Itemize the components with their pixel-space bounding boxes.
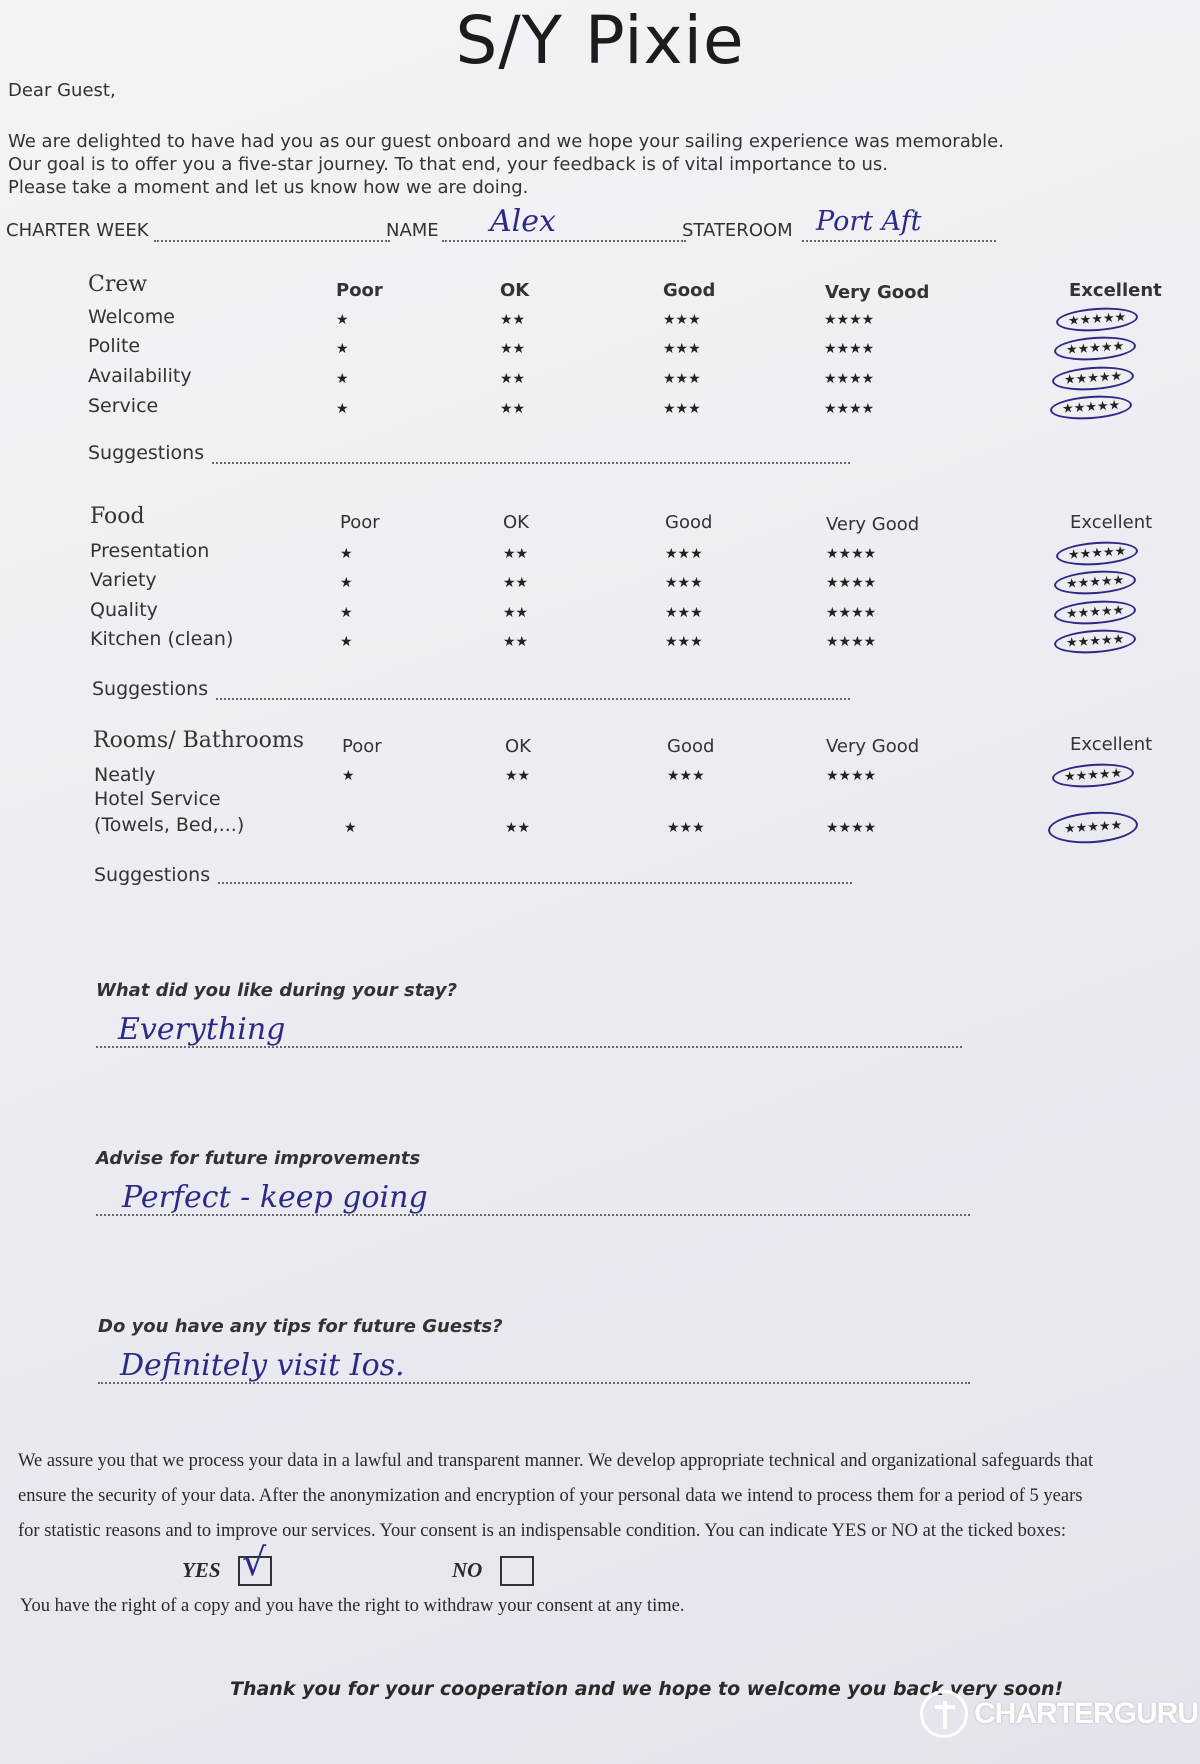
stateroom-field[interactable] bbox=[802, 240, 996, 242]
rating-ok[interactable]: ★★ bbox=[503, 546, 529, 562]
intro-line: Please take a moment and let us know how we are doing. bbox=[8, 177, 529, 198]
rating-excellent-selected[interactable]: ★★★★★ bbox=[1049, 393, 1133, 422]
answer-text: Perfect - keep going bbox=[122, 1180, 428, 1215]
rating-ok[interactable]: ★★ bbox=[500, 371, 526, 387]
answer-text: Definitely visit Ios. bbox=[120, 1348, 405, 1383]
row-label: Service bbox=[88, 395, 159, 417]
rating-very-good[interactable]: ★★★★ bbox=[826, 820, 877, 836]
suggestions-field[interactable] bbox=[216, 698, 850, 700]
rating-ok[interactable]: ★★ bbox=[500, 341, 526, 357]
watermark bbox=[920, 1690, 1198, 1738]
rating-good[interactable]: ★★★ bbox=[665, 546, 703, 562]
greeting: Dear Guest, bbox=[8, 80, 116, 101]
suggestions-label: Suggestions bbox=[88, 442, 205, 464]
intro-line: Our goal is to offer you a five-star journey. To that end, your feedback is of vital importance to us. bbox=[8, 154, 889, 175]
thank-you-text: Thank you for your cooperation and we hope to welcome you back very soon! bbox=[230, 1678, 1064, 1700]
rating-excellent-selected[interactable]: ★★★★★ bbox=[1055, 539, 1139, 568]
rating-ok[interactable]: ★★ bbox=[503, 575, 529, 591]
row-label: Variety bbox=[90, 569, 157, 591]
stateroom-value: Port Aft bbox=[816, 206, 922, 237]
col-ok: OK bbox=[503, 512, 529, 533]
rating-very-good[interactable]: ★★★★ bbox=[826, 768, 877, 784]
rating-very-good[interactable]: ★★★★ bbox=[824, 401, 875, 417]
rating-poor[interactable]: ★ bbox=[344, 820, 357, 836]
rating-very-good[interactable]: ★★★★ bbox=[826, 546, 877, 562]
row-label: Kitchen (clean) bbox=[90, 628, 234, 650]
section-title: Rooms/ Bathrooms bbox=[93, 728, 305, 753]
rating-excellent-selected[interactable]: ★★★★★ bbox=[1055, 305, 1139, 334]
rating-poor[interactable]: ★ bbox=[336, 401, 349, 417]
rating-ok[interactable]: ★★ bbox=[505, 820, 531, 836]
no-checkbox[interactable] bbox=[500, 1556, 534, 1586]
rating-good[interactable]: ★★★ bbox=[667, 820, 705, 836]
col-poor: Poor bbox=[336, 280, 383, 301]
rights-text: You have the right of a copy and you have the right to withdraw your consent at any time. bbox=[20, 1596, 685, 1616]
stateroom-label: STATEROOM bbox=[682, 220, 793, 241]
rating-poor[interactable]: ★ bbox=[336, 341, 349, 357]
privacy-line: ensure the security of your data. After the anonymization and encryption of your personal data we intend to process them for a period of 5 years bbox=[18, 1486, 1083, 1506]
rating-good[interactable]: ★★★ bbox=[663, 341, 701, 357]
col-very-good: Very Good bbox=[826, 736, 920, 757]
watermark-text: CHARTERGURU bbox=[974, 1697, 1198, 1730]
name-value: Alex bbox=[490, 204, 556, 239]
rating-good[interactable]: ★★★ bbox=[665, 575, 703, 591]
suggestions-label: Suggestions bbox=[92, 678, 209, 700]
question-label: Do you have any tips for future Guests? bbox=[98, 1316, 503, 1337]
col-good: Good bbox=[667, 736, 715, 757]
col-very-good: Very Good bbox=[825, 282, 930, 303]
name-field[interactable] bbox=[442, 240, 686, 242]
row-label: Presentation bbox=[90, 540, 210, 562]
col-poor: Poor bbox=[342, 736, 382, 757]
no-label: NO bbox=[452, 1558, 483, 1582]
rating-good[interactable]: ★★★ bbox=[665, 634, 703, 650]
col-ok: OK bbox=[505, 736, 531, 757]
rating-poor[interactable]: ★ bbox=[342, 768, 355, 784]
section-title: Food bbox=[90, 504, 145, 529]
rating-excellent-selected[interactable]: ★★★★★ bbox=[1053, 598, 1137, 627]
rating-ok[interactable]: ★★ bbox=[500, 401, 526, 417]
rating-excellent-selected[interactable]: ★★★★★ bbox=[1053, 627, 1137, 656]
answer-text: Everything bbox=[118, 1012, 286, 1047]
rating-good[interactable]: ★★★ bbox=[663, 401, 701, 417]
rating-ok[interactable]: ★★ bbox=[500, 312, 526, 328]
rating-good[interactable]: ★★★ bbox=[665, 605, 703, 621]
guest-info-row bbox=[6, 204, 996, 244]
rating-excellent-selected[interactable]: ★★★★★ bbox=[1047, 809, 1139, 846]
rating-good[interactable]: ★★★ bbox=[663, 371, 701, 387]
question-label: Advise for future improvements bbox=[96, 1148, 421, 1169]
yes-label: YES bbox=[182, 1558, 221, 1582]
rating-ok[interactable]: ★★ bbox=[503, 634, 529, 650]
row-label: Quality bbox=[90, 599, 158, 621]
col-excellent: Excellent bbox=[1070, 734, 1153, 755]
rating-poor[interactable]: ★ bbox=[336, 371, 349, 387]
intro-text bbox=[8, 130, 1008, 199]
rating-poor[interactable]: ★ bbox=[340, 605, 353, 621]
rating-excellent-selected[interactable]: ★★★★★ bbox=[1051, 364, 1135, 393]
suggestions-label: Suggestions bbox=[94, 864, 211, 886]
rating-poor[interactable]: ★ bbox=[340, 575, 353, 591]
charter-week-label: CHARTER WEEK bbox=[6, 220, 149, 241]
intro-line: We are delighted to have had you as our guest onboard and we hope your sailing experience was memorable. bbox=[8, 131, 1004, 152]
col-excellent: Excellent bbox=[1069, 280, 1162, 301]
rating-poor[interactable]: ★ bbox=[340, 546, 353, 562]
rating-very-good[interactable]: ★★★★ bbox=[826, 605, 877, 621]
section-title: Crew bbox=[88, 272, 148, 297]
rating-ok[interactable]: ★★ bbox=[503, 605, 529, 621]
anchor-logo-icon bbox=[920, 1690, 968, 1738]
question-label: What did you like during your stay? bbox=[96, 980, 458, 1001]
name-label: NAME bbox=[386, 220, 439, 241]
rating-very-good[interactable]: ★★★★ bbox=[826, 575, 877, 591]
rating-very-good[interactable]: ★★★★ bbox=[824, 371, 875, 387]
row-label: Hotel Service bbox=[94, 788, 221, 810]
rating-excellent-selected[interactable]: ★★★★★ bbox=[1053, 568, 1137, 597]
rating-very-good[interactable]: ★★★★ bbox=[826, 634, 877, 650]
rating-very-good[interactable]: ★★★★ bbox=[824, 312, 875, 328]
row-label-detail: (Towels, Bed,...) bbox=[94, 814, 245, 836]
rating-poor[interactable]: ★ bbox=[340, 634, 353, 650]
rating-poor[interactable]: ★ bbox=[336, 312, 349, 328]
row-label: Availability bbox=[88, 365, 192, 387]
col-very-good: Very Good bbox=[826, 514, 920, 535]
row-label: Welcome bbox=[88, 306, 175, 328]
col-excellent: Excellent bbox=[1070, 512, 1153, 533]
col-ok: OK bbox=[500, 280, 530, 301]
col-good: Good bbox=[665, 512, 713, 533]
rating-excellent-selected[interactable]: ★★★★★ bbox=[1051, 761, 1135, 790]
col-good: Good bbox=[663, 280, 716, 301]
rating-ok[interactable]: ★★ bbox=[505, 768, 531, 784]
row-label: Polite bbox=[88, 335, 141, 357]
rating-very-good[interactable]: ★★★★ bbox=[824, 341, 875, 357]
form-title: S/Y Pixie bbox=[455, 2, 745, 79]
privacy-line: for statistic reasons and to improve our services. Your consent is an indispensable condition. You can indicate YES or NO at the ticked boxes: bbox=[18, 1521, 1066, 1541]
suggestions-field[interactable] bbox=[218, 882, 852, 884]
row-label: Neatly bbox=[94, 764, 156, 786]
rating-good[interactable]: ★★★ bbox=[667, 768, 705, 784]
privacy-line: We assure you that we process your data in a lawful and transparent manner. We develop appropriate technical and organizational safeguards that bbox=[18, 1451, 1094, 1471]
rating-excellent-selected[interactable]: ★★★★★ bbox=[1053, 334, 1137, 363]
privacy-notice bbox=[18, 1444, 1200, 1549]
rating-good[interactable]: ★★★ bbox=[663, 312, 701, 328]
suggestions-field[interactable] bbox=[212, 462, 850, 464]
charter-week-field[interactable] bbox=[154, 240, 390, 242]
col-poor: Poor bbox=[340, 512, 380, 533]
checkmark-icon: √ bbox=[242, 1540, 267, 1584]
